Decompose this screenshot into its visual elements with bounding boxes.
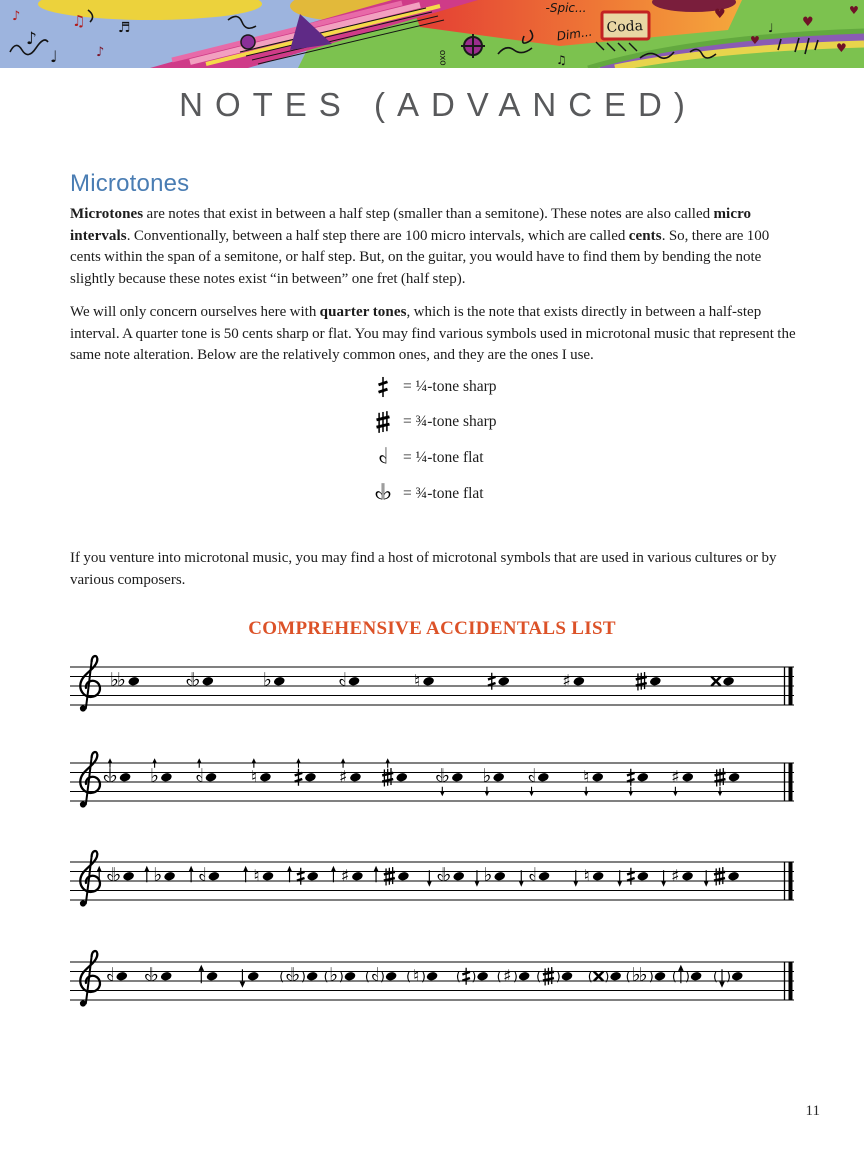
three-quarter-flat-icon — [366, 477, 400, 511]
svg-text:): ) — [604, 968, 610, 984]
accidental-note — [562, 672, 585, 692]
svg-text:♭: ♭ — [377, 443, 389, 470]
symbol-label: = ¾-tone sharp — [403, 413, 497, 431]
symbol-row — [366, 476, 497, 512]
symbol-label: = ¾-tone flat — [403, 484, 484, 502]
svg-text:♥: ♥ — [714, 7, 726, 22]
svg-text:♯: ♯ — [562, 671, 571, 692]
svg-text:(: ( — [587, 968, 593, 984]
staff-svg — [70, 944, 794, 1020]
microtone-symbol-legend — [366, 369, 497, 511]
treble-clef-icon — [80, 656, 100, 712]
svg-text:♯: ♯ — [503, 966, 512, 987]
oxo-label: oxo — [437, 49, 448, 66]
accidental-note — [97, 864, 135, 886]
svg-text:(: ( — [712, 968, 718, 984]
accidental-note — [617, 868, 649, 887]
svg-text:♪: ♪ — [96, 45, 105, 60]
svg-text:): ) — [338, 968, 344, 984]
svg-text:♭: ♭ — [112, 864, 122, 887]
svg-text:♭: ♭ — [373, 479, 385, 506]
svg-text:♭: ♭ — [150, 765, 160, 788]
svg-text:♭: ♭ — [631, 964, 641, 987]
svg-text:(: ( — [323, 968, 329, 984]
symbol-row — [366, 369, 497, 405]
accidental-note — [185, 669, 214, 691]
symbol-label: = ¼-tone flat — [403, 448, 484, 466]
svg-text:♥: ♥ — [836, 41, 847, 55]
text-run: are notes that exist in between a half step (smaller than a semitone). These notes are also called — [143, 206, 714, 222]
svg-text:♥: ♥ — [750, 34, 760, 47]
symbol-row — [366, 405, 497, 441]
accidental-note — [414, 672, 435, 692]
svg-text:♭: ♭ — [191, 669, 201, 692]
accidental-note — [189, 864, 221, 886]
svg-text:♭: ♭ — [483, 864, 493, 887]
svg-text:♭: ♭ — [434, 765, 444, 788]
bold-term: micro intervals — [70, 206, 752, 244]
staff-svg — [70, 649, 794, 725]
accidental-note — [331, 866, 364, 887]
accidental-note — [536, 967, 573, 985]
symbol-row — [366, 440, 497, 476]
section-heading-microtones: Microtones — [70, 170, 190, 197]
accidental-note — [626, 964, 667, 986]
accidental-note — [374, 866, 410, 886]
accidental-note — [143, 964, 172, 986]
svg-text:♯: ♯ — [671, 767, 680, 788]
svg-text:♭: ♭ — [291, 964, 301, 987]
svg-text:(: ( — [496, 968, 502, 984]
staff-4 — [70, 944, 794, 1020]
svg-text:♯: ♯ — [671, 866, 680, 887]
accidental-note — [287, 866, 319, 885]
bold-term: Microtones — [70, 206, 144, 222]
staff-svg — [70, 844, 794, 920]
svg-text:♩: ♩ — [768, 21, 774, 35]
accidental-note — [573, 867, 604, 887]
accidental-note — [704, 867, 740, 887]
svg-text:♭: ♭ — [381, 479, 393, 506]
svg-text:♮: ♮ — [583, 866, 590, 887]
svg-text:♭: ♭ — [197, 864, 207, 887]
svg-text:♭: ♭ — [337, 669, 347, 692]
accidental-note — [279, 964, 318, 986]
svg-text:♪: ♪ — [26, 29, 37, 49]
svg-text:♭: ♭ — [263, 669, 272, 692]
page-number: 11 — [805, 1103, 820, 1119]
accidental-note — [338, 669, 361, 691]
svg-text:♮: ♮ — [413, 671, 421, 692]
staff-1 — [70, 649, 794, 725]
text-run: , which is the note that exists directly in between a half-step interval. A quarter tone is 50 cents sharp or flat. You may find various symbols used in microtonal music that represent the same note alteration. Below are the relatively common ones, and they are the ones I use. — [70, 304, 796, 364]
three-quarter-sharp-icon — [366, 405, 400, 439]
svg-text:♫: ♫ — [556, 53, 567, 67]
svg-text:♭: ♭ — [117, 669, 126, 692]
svg-text:(: ( — [364, 968, 370, 984]
accidental-note — [263, 669, 286, 691]
svg-text:♭: ♭ — [638, 964, 648, 987]
accidental-note — [110, 669, 140, 691]
svg-text:): ) — [420, 968, 426, 984]
spic-label: -Spic... — [545, 1, 587, 15]
coda-label: Coda — [606, 18, 644, 36]
quarter-flat-icon — [366, 441, 400, 475]
svg-text:): ) — [380, 968, 385, 984]
svg-text:♭: ♭ — [105, 864, 115, 887]
treble-clef-icon — [80, 752, 100, 808]
svg-text:♭: ♭ — [435, 864, 445, 887]
svg-text:♭: ♭ — [110, 669, 119, 692]
svg-text:♭: ♭ — [108, 765, 118, 788]
svg-text:(: ( — [625, 968, 631, 984]
page-title: NOTES (ADVANCED) — [179, 86, 697, 123]
svg-text:♩: ♩ — [50, 47, 58, 66]
svg-text:♭: ♭ — [284, 964, 294, 987]
svg-text:♭: ♭ — [527, 864, 537, 887]
svg-text:♭: ♭ — [370, 964, 380, 987]
svg-text:♭: ♭ — [143, 964, 153, 987]
svg-text:(: ( — [279, 968, 285, 984]
svg-text:): ) — [471, 968, 477, 984]
svg-text:): ) — [555, 968, 561, 984]
bold-term: cents — [628, 227, 662, 244]
treble-clef-icon — [80, 851, 100, 907]
accidental-note — [488, 673, 510, 690]
svg-text:(: ( — [671, 968, 677, 984]
svg-text:♮: ♮ — [583, 767, 590, 788]
svg-text:): ) — [685, 968, 690, 984]
svg-text:♭: ♭ — [482, 765, 492, 788]
svg-text:♭: ♭ — [102, 765, 112, 788]
staff-3 — [70, 844, 794, 920]
quarter-sharp-icon — [366, 370, 400, 404]
svg-text:(: ( — [455, 968, 461, 984]
svg-text:(: ( — [536, 968, 541, 984]
svg-text:♯: ♯ — [338, 767, 348, 788]
svg-text:♮: ♮ — [253, 866, 260, 887]
svg-text:♭: ♭ — [184, 669, 194, 692]
svg-text:): ) — [648, 968, 654, 984]
svg-text:♫: ♫ — [72, 12, 86, 30]
svg-text:♭: ♭ — [105, 964, 115, 987]
svg-text:♥: ♥ — [849, 4, 859, 17]
text-run: . So, there are 100 cents within the span of a semitone, or half step. But, on the guitar, you would have to find them by bending the note slightly because these notes exist “in between” one fret (half step). — [70, 227, 770, 287]
svg-text:♭: ♭ — [442, 864, 452, 887]
accidental-note — [661, 867, 694, 887]
svg-text:♥: ♥ — [802, 15, 814, 30]
svg-text:(: ( — [406, 968, 412, 984]
staff-svg — [70, 745, 794, 821]
svg-text:♪: ♪ — [12, 9, 21, 24]
banner-flower — [241, 35, 255, 49]
accidental-note — [519, 864, 551, 887]
svg-text:♮: ♮ — [250, 767, 257, 788]
paragraph-2 — [70, 302, 796, 367]
header-artwork — [0, 0, 864, 68]
accidental-note — [497, 967, 531, 987]
accidentals-list-heading: COMPREHENSIVE ACCIDENTALS LIST — [248, 618, 616, 639]
paragraph-1 — [70, 204, 796, 290]
text-run: We will only concern ourselves here with — [70, 304, 320, 320]
accidental-note — [106, 964, 129, 986]
accidental-note — [198, 965, 218, 984]
accidental-note — [711, 676, 735, 687]
text-run: . Conventionally, between a half step there are 100 micro intervals, which are called — [126, 227, 629, 244]
accidental-note — [636, 672, 662, 690]
svg-text:♭: ♭ — [527, 765, 537, 788]
svg-text:♭: ♭ — [153, 864, 163, 887]
accidental-note — [240, 969, 260, 988]
bold-term: quarter tones — [319, 304, 407, 320]
svg-text:♭: ♭ — [329, 964, 339, 987]
svg-text:♭: ♭ — [194, 765, 204, 788]
svg-text:♬: ♬ — [118, 20, 131, 36]
accidental-note — [406, 967, 438, 987]
svg-text:♯: ♯ — [340, 866, 350, 887]
accidental-note — [144, 864, 176, 886]
accidental-note — [365, 964, 398, 986]
accidental-note — [427, 864, 465, 887]
accidental-note — [243, 866, 274, 887]
treble-clef-icon — [80, 951, 100, 1007]
accidental-note — [474, 864, 506, 887]
svg-text:): ) — [301, 968, 306, 984]
accidental-note — [324, 964, 357, 986]
accidental-note — [456, 968, 489, 985]
dim-label: Dim... — [555, 24, 594, 44]
svg-text:): ) — [726, 968, 732, 984]
svg-text:♭: ♭ — [441, 765, 451, 788]
staff-2 — [70, 745, 794, 821]
symbol-label: = ¼-tone sharp — [403, 377, 497, 395]
svg-text:): ) — [513, 968, 518, 984]
text-run: If you venture into microtonal music, you may find a host of microtonal symbols that are used in various cultures or by various composers. — [70, 550, 777, 588]
paragraph-3 — [70, 548, 796, 591]
svg-text:♮: ♮ — [412, 966, 420, 987]
svg-text:♭: ♭ — [149, 964, 159, 987]
